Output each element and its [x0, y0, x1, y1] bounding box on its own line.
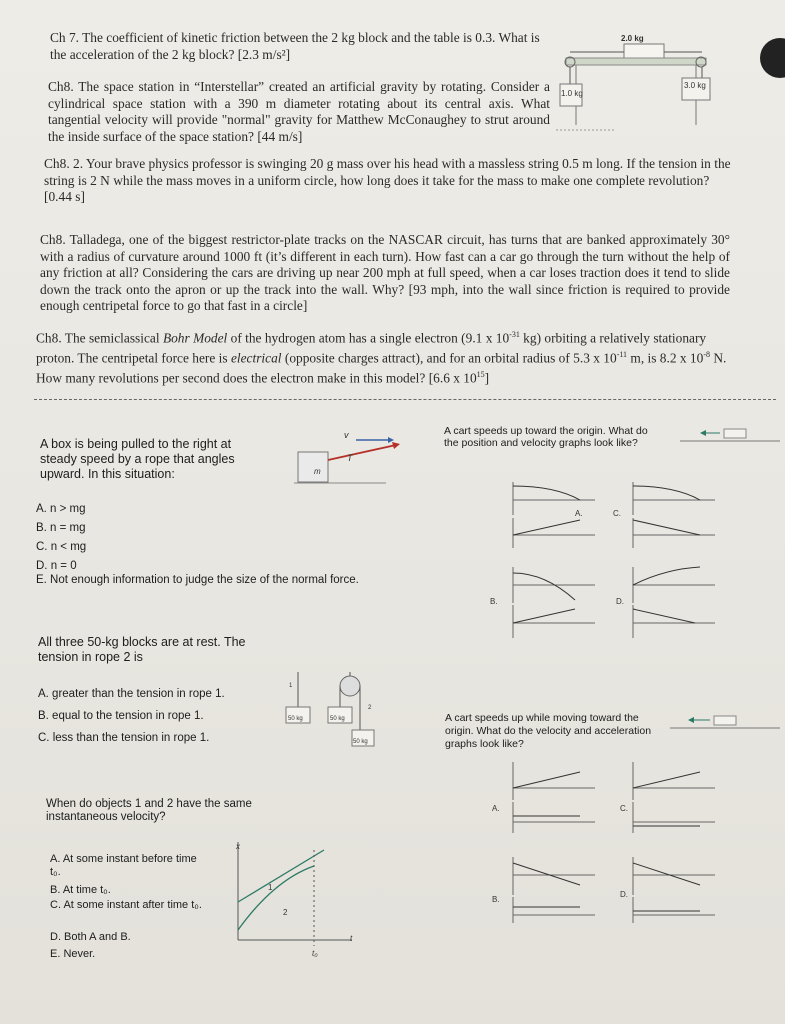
velocity-label: v: [344, 430, 349, 440]
object-1-label: 1: [268, 883, 273, 892]
cart2-label-c[interactable]: C.: [620, 804, 628, 813]
cart2-graph-a: [505, 760, 600, 835]
rope-1-label: 1: [289, 683, 293, 689]
box-option-c[interactable]: C. n < mg: [36, 541, 87, 553]
cart1-label-c[interactable]: C.: [613, 509, 621, 518]
box-option-a[interactable]: A. n > mg: [36, 503, 86, 515]
rope-2-label: 2: [368, 705, 372, 711]
velocity-option-d[interactable]: D. Both A and B.: [50, 931, 131, 943]
graph-t-label: t: [350, 934, 353, 943]
tension-option-b[interactable]: B. equal to the tension in rope 1.: [38, 710, 204, 722]
tension-question: All three 50-kg blocks are at rest. The tension in rope 2 is: [38, 635, 246, 664]
cart1-graph-d: [625, 565, 720, 640]
mass-label-3kg: 3.0 kg: [684, 81, 706, 90]
velocity-option-a[interactable]: A. At some instant before time t₀.: [50, 853, 197, 878]
object-2-label: 2: [283, 908, 288, 917]
box-option-d[interactable]: D. n = 0: [36, 560, 77, 572]
tension-label: T: [347, 453, 353, 463]
mass-label: m: [314, 467, 321, 476]
tension-option-c[interactable]: C. less than the tension in rope 1.: [38, 732, 210, 744]
problem-ch8-swinging-mass: Ch8. 2. Your brave physics professor is swinging 20 g mass over his head with a massless string 0.5 m long. If the tension in the string is 2 N while the mass moves in a uniform circle, how long does it take for the mass to make one complete revolution? [0.44 s]: [44, 156, 731, 204]
cart-icon-1: [680, 425, 780, 450]
position-time-graph: [234, 840, 359, 950]
tension-option-a[interactable]: A. greater than the tension in rope 1.: [38, 688, 225, 700]
mass-label-1kg: 1.0 kg: [561, 89, 583, 98]
problem-ch8-space-station: Ch8. The space station in “Interstellar” created an artificial gravity by rotating. Consider a cylindrical space station with a 390 m diameter rotating about its central axis. What tangential velocity will provide "normal" gravity for Matthew McConaughey to strut around the inside surface of the space station? [44 m/s]: [48, 79, 550, 144]
cart-question-2: A cart speeds up while moving toward the origin. What do the velocity and acceleration graphs look like?: [445, 712, 652, 750]
box-question: A box is being pulled to the right at steady speed by a rope that angles upward. In this situation:: [40, 437, 235, 481]
problem-ch7-friction: Ch 7. The coefficient of kinetic friction between the 2 kg block and the table is 0.3. What is the acceleration of the 2 kg block? [2.3 m/s²]: [50, 30, 540, 62]
cart2-graph-c: [625, 760, 720, 835]
velocity-option-e[interactable]: E. Never.: [50, 948, 96, 960]
t0-label: t₀: [312, 949, 318, 958]
cart1-graph-c: [625, 480, 720, 550]
problem-ch8-talladega: Ch8. Talladega, one of the biggest restrictor-plate tracks on the NASCAR circuit, has turns that are banked approximately 30° with a radius of curvature around 1000 ft (it’s different in each turn). How fast can a car go through the turn without the help of any friction at all? Considering the cars are driving up near 200 mph at full speed, when a car loses traction does it tend to slide down the track onto the apron or up the track into the wall. Why? [93 mph, into the wall since friction is required to provide enough centripetal force to go that fast in a circle]: [40, 232, 730, 313]
problem-ch8-bohr-model: Ch8. The semiclassical Bohr Model of the hydrogen atom has a single electron (9.1 x $10^{-31}$ kg) orbiting a relatively stationary proton. The centripetal force here is electrical (opposite charges attract), and for an orbital radius of 5.3 x $10^{-11}$ m, is 8.2 x $10^{-8}$ N. How many revolutions per second does the electron make in this model? [6.6 x $10^{15}$]: [36, 330, 727, 386]
block-label-2: 50 kg: [330, 716, 345, 722]
cart2-graph-b: [505, 855, 600, 925]
graph-x-label: x: [236, 842, 240, 851]
velocity-option-b[interactable]: B. At time t₀.: [50, 884, 111, 896]
block-label-3: 50 kg: [353, 739, 368, 745]
cart2-graph-d: [625, 855, 720, 925]
cart-icon-2: [670, 712, 780, 737]
velocity-question: When do objects 1 and 2 have the same instantaneous velocity?: [46, 798, 252, 823]
cart2-label-b[interactable]: B.: [492, 895, 500, 904]
cart1-label-b[interactable]: B.: [490, 597, 498, 606]
cart2-label-a[interactable]: A.: [492, 804, 500, 813]
cart1-label-d[interactable]: D.: [616, 597, 624, 606]
section-divider: [34, 399, 776, 400]
cart-question-1: A cart speeds up toward the origin. What do the position and velocity graphs look like?: [444, 425, 648, 449]
page-edge-shadow: [760, 38, 785, 78]
cart2-label-d[interactable]: D.: [620, 890, 628, 899]
cart1-label-a[interactable]: A.: [575, 509, 583, 518]
cart1-graph-a: [505, 480, 600, 550]
box-option-b[interactable]: B. n = mg: [36, 522, 86, 534]
mass-label-2kg: 2.0 kg: [621, 34, 644, 43]
box-option-e[interactable]: E. Not enough information to judge the size of the normal force.: [36, 574, 359, 586]
block-label-1: 50 kg: [288, 716, 303, 722]
cart1-graph-b: [505, 565, 600, 640]
velocity-option-c[interactable]: C. At some instant after time t₀.: [50, 899, 202, 911]
